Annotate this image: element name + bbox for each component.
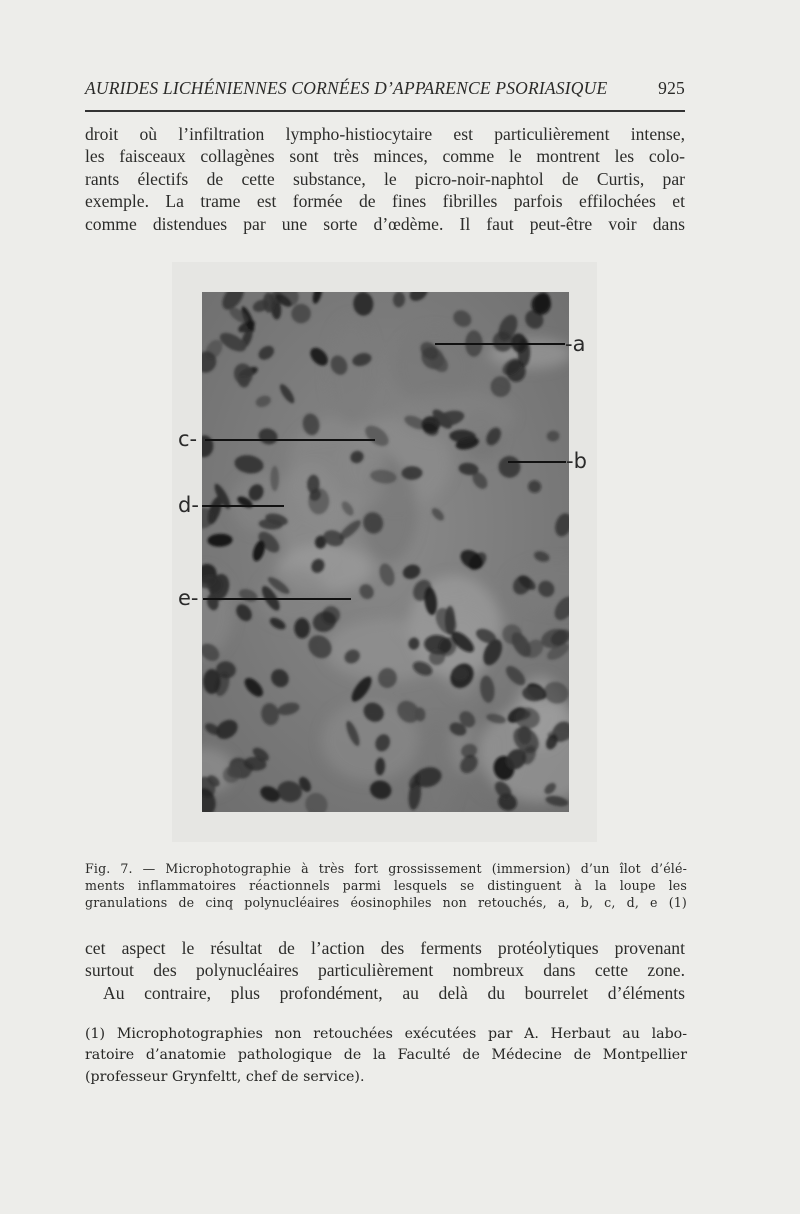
text-line: Au contraire, plus profondément, au delà du bourrelet d’éléments <box>103 982 685 1003</box>
footnote <box>85 1024 687 1088</box>
text-line: les faisceaux collagènes sont très minces, comme le montrent les colo- <box>85 146 685 167</box>
footnote-line: (professeur Grynfeltt, chef de service). <box>85 1068 365 1085</box>
figure-label-b: -b <box>566 449 587 473</box>
caption-line: granulations de cinq polynucléaires éosinophiles non retouchés, a, b, c, d, e (1) <box>85 895 687 910</box>
caption-line: Fig. 7. — Microphotographie à très fort grossissement (immersion) d’un îlot d’élé- <box>85 861 687 876</box>
running-title: AURIDES LICHÉNIENNES CORNÉES D’APPARENCE PSORIASIQUE <box>85 78 608 98</box>
micrograph-image <box>202 292 569 812</box>
text-line: droit où l’infiltration lympho-histiocytaire est particulièrement intense, <box>85 124 685 144</box>
footnote-line: ratoire d’anatomie pathologique de la Faculté de Médecine de Montpellier <box>85 1047 687 1064</box>
micrograph-drawing <box>202 292 569 812</box>
text-line: surtout des polynucléaires particulièrement nombreux dans cette zone. <box>85 960 685 981</box>
leader-line-e <box>203 598 351 600</box>
footnote-line: (1) Microphotographies non retouchées exécutées par A. Herbaut au labo- <box>85 1026 687 1042</box>
leader-line-a <box>435 343 565 345</box>
page-number: 925 <box>658 78 685 98</box>
running-head <box>85 78 685 100</box>
paragraph-top <box>85 123 685 235</box>
text-line: comme distendues par une sorte d’œdème. Il faut peut-être voir dans <box>85 213 685 234</box>
text-line: exemple. La trame est formée de fines fibrilles parfois effilochées et <box>85 191 685 212</box>
caption-line: ments inflammatoires réactionnels parmi lesquels se distinguent à la loupe les <box>85 878 687 893</box>
figure-caption <box>85 860 687 911</box>
figure-label-e: e- <box>178 586 199 610</box>
figure-label-d: d- <box>178 493 199 517</box>
paragraph-bottom <box>85 937 685 1004</box>
leader-line-c <box>205 439 375 441</box>
figure-label-a: -a <box>565 332 586 356</box>
text-line: cet aspect le résultat de l’action des ferments protéolytiques provenant <box>85 938 685 958</box>
header-rule <box>85 110 685 112</box>
leader-line-d <box>202 505 284 507</box>
leader-line-b <box>508 461 566 463</box>
text-line: rants électifs de cette substance, le picro-noir-naphtol de Curtis, par <box>85 168 685 189</box>
figure-label-c: c- <box>178 427 198 451</box>
